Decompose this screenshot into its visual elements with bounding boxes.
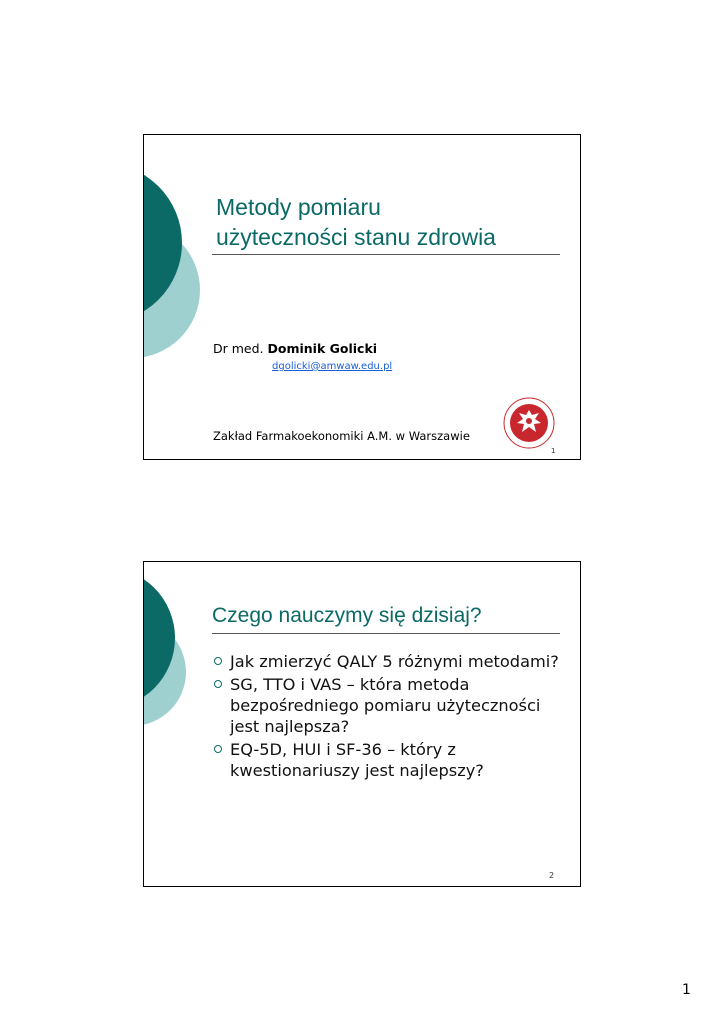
list-item: SG, TTO i VAS – która metoda bezpośredniego pomiaru użyteczności jest najlepsza? xyxy=(214,674,559,737)
bullet-circle-icon xyxy=(214,657,222,665)
email-link[interactable]: dgolicki@amwaw.edu.pl xyxy=(272,361,393,372)
university-seal-icon xyxy=(503,397,555,449)
slide-1 xyxy=(143,134,581,460)
author: Dr med. Dominik Golicki xyxy=(213,341,378,356)
slide-number: 1 xyxy=(551,447,556,455)
list-item: Jak zmierzyć QALY 5 różnymi metodami? xyxy=(214,651,559,672)
page-number: 1 xyxy=(682,982,691,998)
slide-number: 2 xyxy=(549,871,555,880)
decorative-circles xyxy=(144,562,214,887)
list-item: EQ-5D, HUI i SF-36 – który z kwestionariuszy jest najlepszy? xyxy=(214,739,559,781)
bullet-circle-icon xyxy=(214,680,222,688)
slide-title: Czego nauczymy się dzisiaj? xyxy=(212,604,482,627)
bullet-list xyxy=(214,651,559,783)
decorative-circles xyxy=(144,135,214,460)
title-divider xyxy=(212,254,560,255)
slide-2 xyxy=(143,561,581,887)
department: Zakład Farmakoekonomiki A.M. w Warszawie xyxy=(213,429,470,443)
title-divider xyxy=(212,633,560,634)
slide-title: Metody pomiaru użyteczności stanu zdrowia xyxy=(216,194,496,250)
bullet-circle-icon xyxy=(214,745,222,753)
